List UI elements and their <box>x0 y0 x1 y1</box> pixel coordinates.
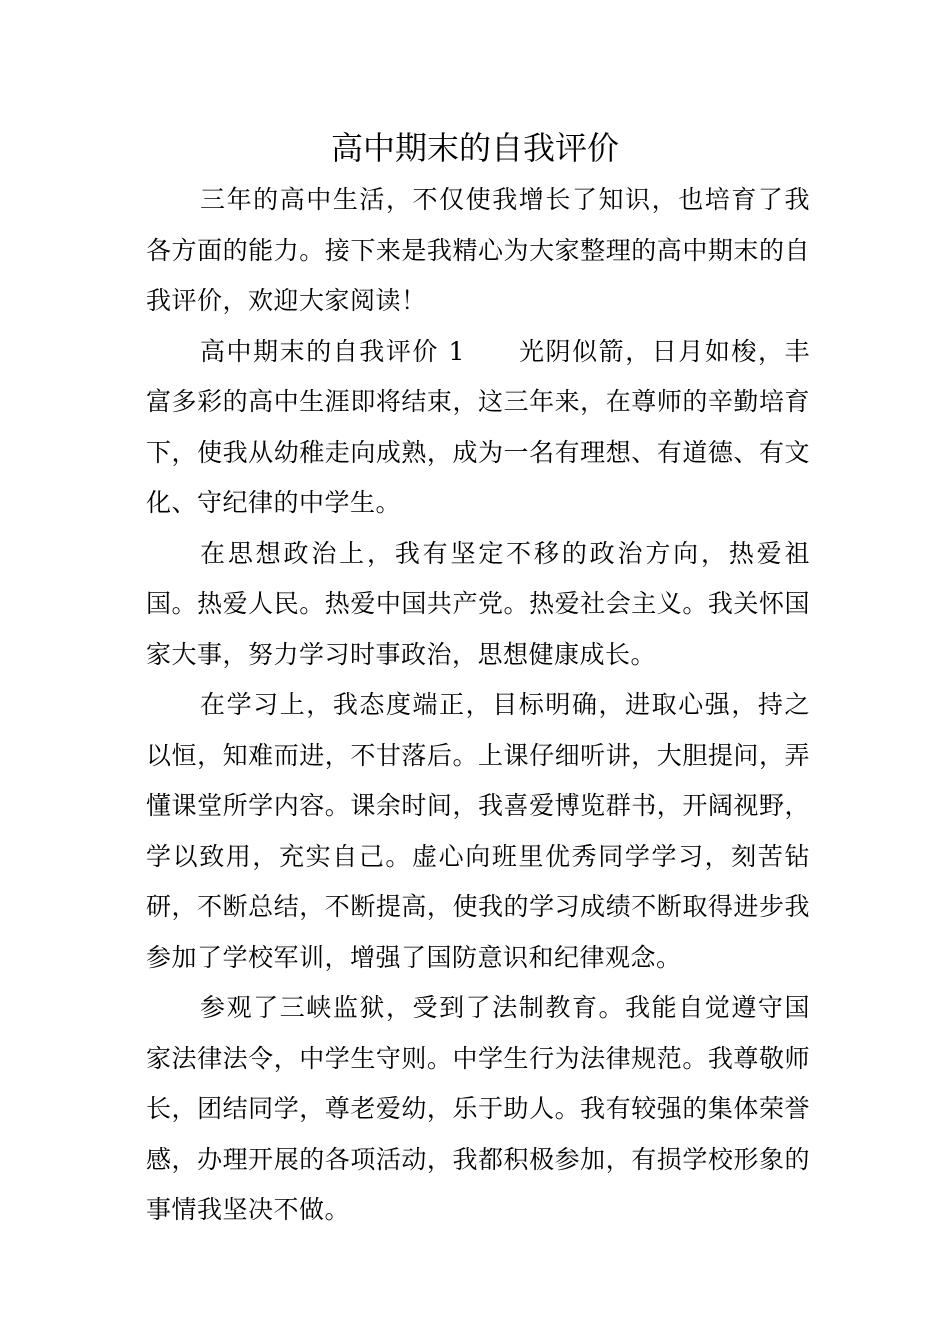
paragraph-intro: 三年的高中生活，不仅使我增长了知识，也培育了我各方面的能力。接下来是我精心为大家整理的高中期末的自我评价，欢迎大家阅读！ <box>146 185 810 315</box>
paragraph-politics: 在思想政治上，我有坚定不移的政治方向，热爱祖国。热爱人民。热爱中国共产党。热爱社会主义。我关怀国家大事，努力学习时事政治，思想健康成长。 <box>146 538 810 669</box>
paragraph-evaluation-1: 高中期末的自我评价 1 光阴似箭，日月如梭，丰富多彩的高中生涯即将结束，这三年来，在尊师的辛勤培育下，使我从幼稚走向成熟，成为一名有理想、有道德、有文化、守纪律的中学生。 <box>146 336 810 517</box>
document-title: 高中期末的自我评价 <box>330 129 619 167</box>
document-body <box>146 175 810 1236</box>
paragraph-study: 在学习上，我态度端正，目标明确，进取心强，持之以恒，知难而进，不甘落后。上课仔细听讲，大胆提问，弄懂课堂所学内容。课余时间，我喜爱博览群书，开阔视野，学以致用，充实自己。虚心向班里优秀同学学习，刻苦钻研，不断总结，不断提高，使我的学习成绩不断取得进步我参加了学校军训，增强了国防意识和纪律观念。 <box>146 690 810 972</box>
paragraph-conduct: 参观了三峡监狱，受到了法制教育。我能自觉遵守国家法律法令，中学生守则。中学生行为法律规范。我尊敬师长，团结同学，尊老爱幼，乐于助人。我有较强的集体荣誉感，办理开展的各项活动，我都积极参加，有损学校形象的事情我坚决不做。 <box>146 993 810 1224</box>
